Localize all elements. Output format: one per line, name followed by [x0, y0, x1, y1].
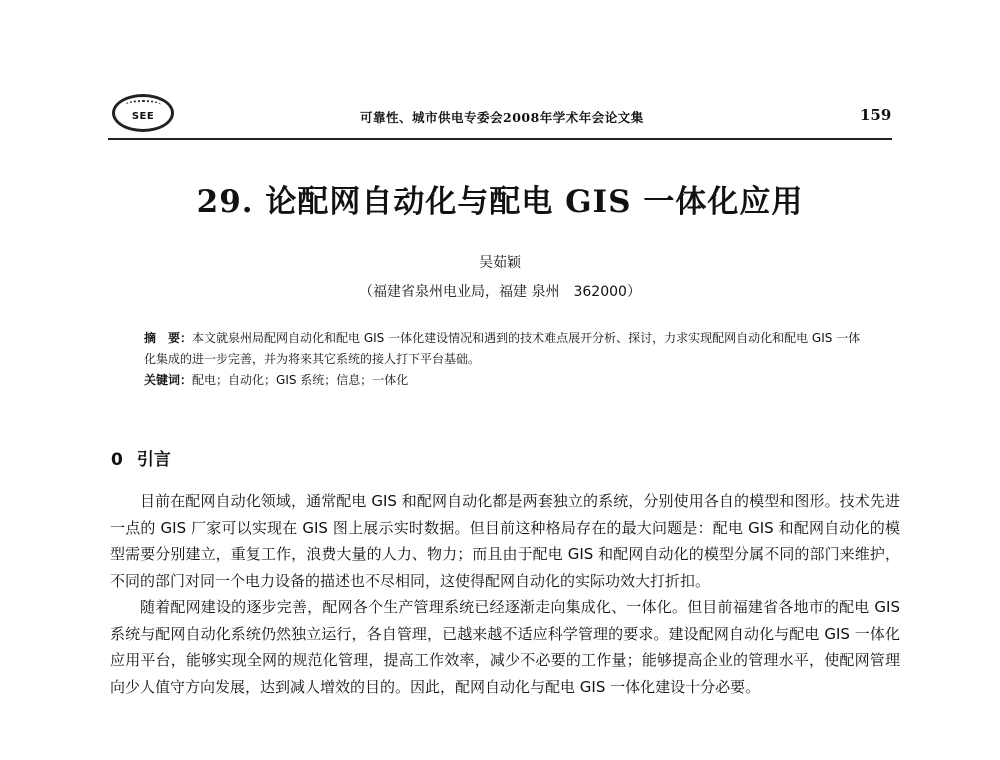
logo-text: SEE — [131, 111, 155, 122]
section-number: 0 — [111, 450, 123, 470]
section-heading — [111, 445, 171, 470]
running-head: 可靠性、城市供电专委会2008年学术年会论文集 — [360, 110, 644, 125]
paragraph: 目前在配网自动化领域，通常配电 GIS 和配网自动化都是两套独立的系统，分别使用各自的模型和图形。技术先进一点的 GIS 厂家可以实现在 GIS 图上展示实时数据。但目前这种格局存在的最大问题是：配电 GIS 和配网自动化的模型需要分别建立，重复工作，浪费大量的人力、物力；而且由于配电 GIS 和配网自动化的模型分属不同的部门来维护，不同的部门对同一个电力设备的描述也不尽相同，这使得配网自动化的实际功效大打折扣。 — [110, 492, 900, 590]
section-title: 引言 — [136, 450, 171, 470]
paragraph: 随着配网建设的逐步完善，配网各个生产管理系统已经逐渐走向集成化、一体化。但目前福建省各地市的配电 GIS 系统与配网自动化系统仍然独立运行，各自管理，已越来越不适应科学管理的要求。建设配网自动化与配电 GIS 一体化应用平台，能够实现全网的规范化管理，提高工作效率，减少不必要的工作量；能够提高企业的管理水平，使配网管理向少人值守方向发展，达到减人增效的目的。因此，配网自动化与配电 GIS 一体化建设十分必要。 — [110, 598, 900, 696]
author-name: 吴茹颖 — [479, 255, 521, 271]
abstract — [144, 328, 864, 370]
see-logo-icon — [112, 94, 174, 132]
keywords-label: 关键词： — [144, 373, 193, 387]
keywords-text: 配电；自动化；GIS 系统；信息；一体化 — [192, 373, 409, 387]
page-number: 159 — [860, 106, 892, 124]
keywords — [144, 370, 864, 391]
logo-arc-decoration — [125, 100, 161, 110]
header-divider — [108, 138, 892, 140]
abstract-block — [144, 328, 864, 391]
author-affiliation: （福建省泉州电业局，福建 泉州 362000） — [359, 284, 641, 300]
paper-title: 29. 论配网自动化与配电 GIS 一体化应用 — [196, 184, 804, 220]
section-body — [110, 488, 900, 700]
abstract-text: 本文就泉州局配网自动化和配电 GIS 一体化建设情况和遇到的技术难点展开分析、探讨，力求实现配网自动化和配电 GIS 一体化集成的进一步完善，并为将来其它系统的接人打下平台基础。 — [144, 331, 861, 366]
abstract-label: 摘 要： — [144, 331, 193, 345]
